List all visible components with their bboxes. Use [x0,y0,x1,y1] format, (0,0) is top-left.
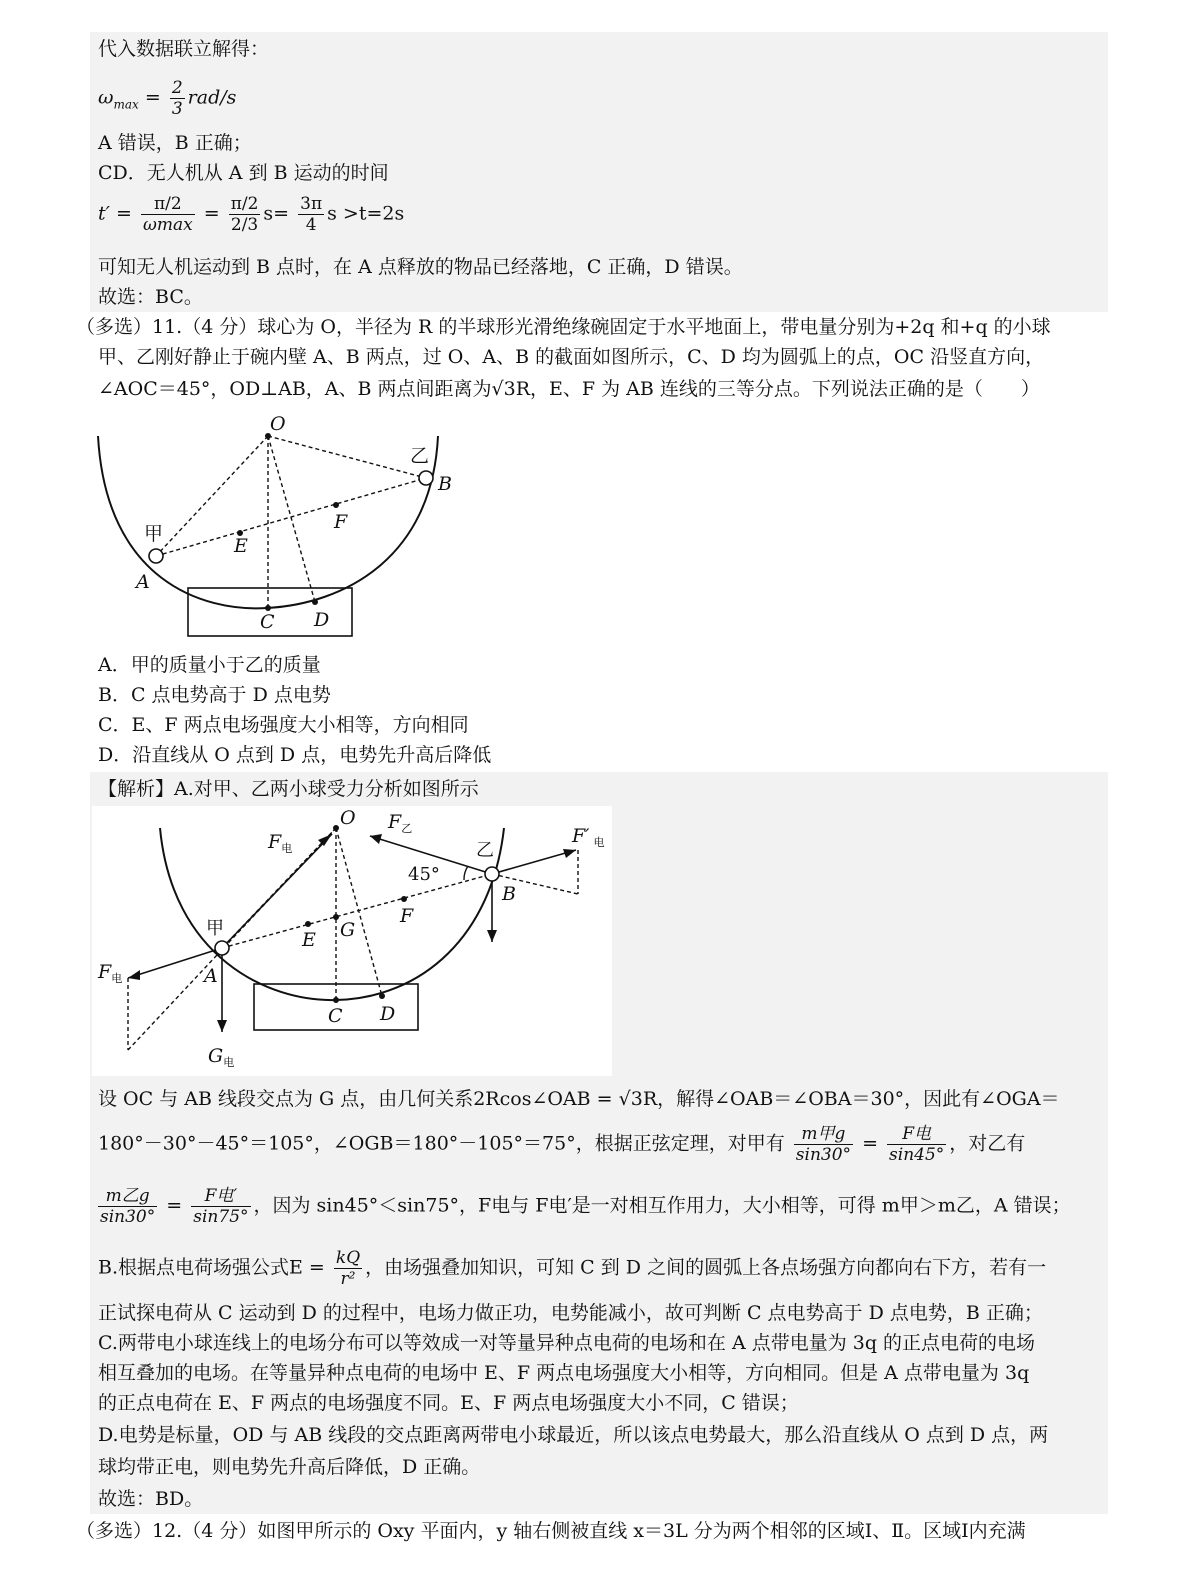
bowl-figure [92,410,452,650]
label-F: F [334,511,348,533]
label-F-left: $F_电$ [98,961,123,985]
text-line: A 错误，B 正确； [98,132,252,154]
label-G: G [340,919,356,941]
fraction: $\frac{\pi/2}{2/3}$ [230,194,259,235]
text-line: 代入数据联立解得： [98,38,270,60]
fraction: $\frac{\pi/2}{\omega\max}$ [142,194,193,235]
fraction: $\frac{\text{m甲g}}{\sin 30^\circ}$ [795,1124,852,1165]
question-text: 甲、乙刚好静止于碗内壁 A、B 两点，过 O、A、B 的截面如图所示，C、D 均为圆弧上的点，OC 沿竖直方向， [98,346,1045,368]
analysis-paragraph: $\frac{\text{m乙g}}{\sin 30^\circ}$ = $\frac{\text{F电′}}{\sin 75^\circ}$ ，因为 sin45°＜sin75°，F电与 F电′是一对相互作用力，大小相等，可得 m甲＞m乙，A 错误； [100,1186,1071,1227]
analysis-paragraph: 球均带正电，则电势先升高后降低，D 正确。 [98,1456,481,1478]
label-C: C [328,1005,343,1027]
label-jia: 甲 [206,918,224,939]
label-D: D [380,1003,396,1025]
label-A: A [136,571,150,593]
ball-jia [215,941,229,955]
label-E: E [234,535,248,557]
time-formula: t′ = $\frac{\pi/2}{\omega\max}$ = $\frac{\pi/2}{2/3}$ s= $\frac{3\pi}{4}$ s >t=2s [98,194,405,235]
label-jia: 甲 [144,523,164,545]
analysis-paragraph: 相互叠加的电场。在等量异种点电荷的电场中 E、F 两点电场强度大小相等，方向相同。但是 A 点带电量为 3q [98,1362,1030,1384]
analysis-paragraph: C.两带电小球连线上的电场分布可以等效成一对等量异种点电荷的电场和在 A 点带电量为 3q 的正点电荷的电场 [98,1332,1036,1354]
label-angle: 45° [408,864,440,885]
fraction: $\frac{kQ}{\text{r²}}$ [335,1248,361,1289]
omega-formula: $\omega_{max}$ = $\frac{2}{3}$ rad/s [98,78,237,119]
label-O: O [270,413,286,435]
text-line: 故选：BC。 [98,286,203,308]
label-E: E [302,929,316,951]
fraction: $\frac{\text{F电′}}{\sin 75^\circ}$ [193,1186,249,1227]
question-text: ∠AOC＝45°，OD⊥AB，A、B 两点间距离为√3R，E、F 为 AB 连线的三等分点。下列说法正确的是（ ） [98,378,1040,400]
fraction: $\frac{2}{3}$ [171,78,183,119]
text-line: CD．无人机从 A 到 B 运动的时间 [98,162,389,184]
question-text: （多选）12.（4 分）如图甲所示的 Oxy 平面内，y 轴右侧被直线 x＝3L 分为两个相邻的区域Ⅰ、Ⅱ。区域Ⅰ内充满 [76,1520,1026,1542]
force-figure [92,806,612,1076]
option-d: D．沿直线从 O 点到 D 点，电势先升高后降低 [98,744,492,766]
fraction: $\frac{\text{F电}}{\sin 45^\circ}$ [889,1124,945,1165]
option-a: A．甲的质量小于乙的质量 [98,654,321,676]
label-G-bottom: $G_电$ [208,1045,235,1069]
label-yi: 乙 [476,840,494,861]
analysis-paragraph: D.电势是标量，OD 与 AB 线段的交点距离两带电小球最近，所以该点电势最大，那么沿直线从 O 点到 D 点，两 [98,1424,1049,1446]
label-D: D [314,609,330,631]
analysis-paragraph: 的正点电荷在 E、F 两点的电场强度不同。E、F 两点电场强度大小不同，C 错误； [98,1392,799,1414]
label-F-dian: $F_电$ [268,831,293,855]
label-F-yi: $F_乙$ [388,811,413,835]
fraction: $\frac{3\pi}{4}$ [300,194,323,235]
analysis-paragraph: 设 OC 与 AB 线段交点为 G 点，由几何关系2Rcos∠OAB = √3R，解得∠OAB＝∠OBA＝30°，因此有∠OGA＝ [98,1088,1060,1110]
option-c: C．E、F 两点电场强度大小相等，方向相同 [98,714,469,736]
ball-yi [419,471,433,485]
analysis-head: 【解析】A.对甲、乙两小球受力分析如图所示 [98,778,479,800]
analysis-paragraph: B.根据点电荷场强公式E = $\frac{kQ}{\text{r²}}$ ，由场强叠加知识，可知 C 到 D 之间的圆弧上各点场强方向都向右下方，若有一 [98,1248,1047,1289]
label-B: B [502,883,516,905]
label-F: F [400,905,414,927]
label-yi: 乙 [410,445,430,467]
label-F-prime: F′ $_电$ [572,825,605,849]
fraction: $\frac{\text{m乙g}}{\sin 30^\circ}$ [100,1186,156,1227]
ball-jia [149,549,163,563]
ball-yi [485,867,499,881]
label-C: C [260,611,275,633]
label-O: O [340,807,356,829]
label-B: B [438,473,452,495]
question-text: （多选）11.（4 分）球心为 O，半径为 R 的半球形光滑绝缘碗固定于水平地面上，带电量分别为+2q 和+q 的小球 [76,316,1051,338]
text-line: 可知无人机运动到 B 点时，在 A 点释放的物品已经落地，C 正确，D 错误。 [98,256,743,278]
label-A: A [204,965,218,987]
analysis-paragraph: 正试探电荷从 C 运动到 D 的过程中，电场力做正功，电势能减小，故可判断 C 点电势高于 D 点电势，B 正确； [98,1302,1043,1324]
option-b: B．C 点电势高于 D 点电势 [98,684,331,706]
analysis-answer: 故选：BD。 [98,1488,204,1510]
analysis-paragraph: 180°－30°－45°＝105°，∠OGB＝180°－105°＝75°，根据正弦定理，对甲有 $\frac{\text{m甲g}}{\sin 30^\circ}$ = $\frac{\text{F电}}{\sin 45^\circ}$ ，对乙有 [98,1124,1026,1165]
